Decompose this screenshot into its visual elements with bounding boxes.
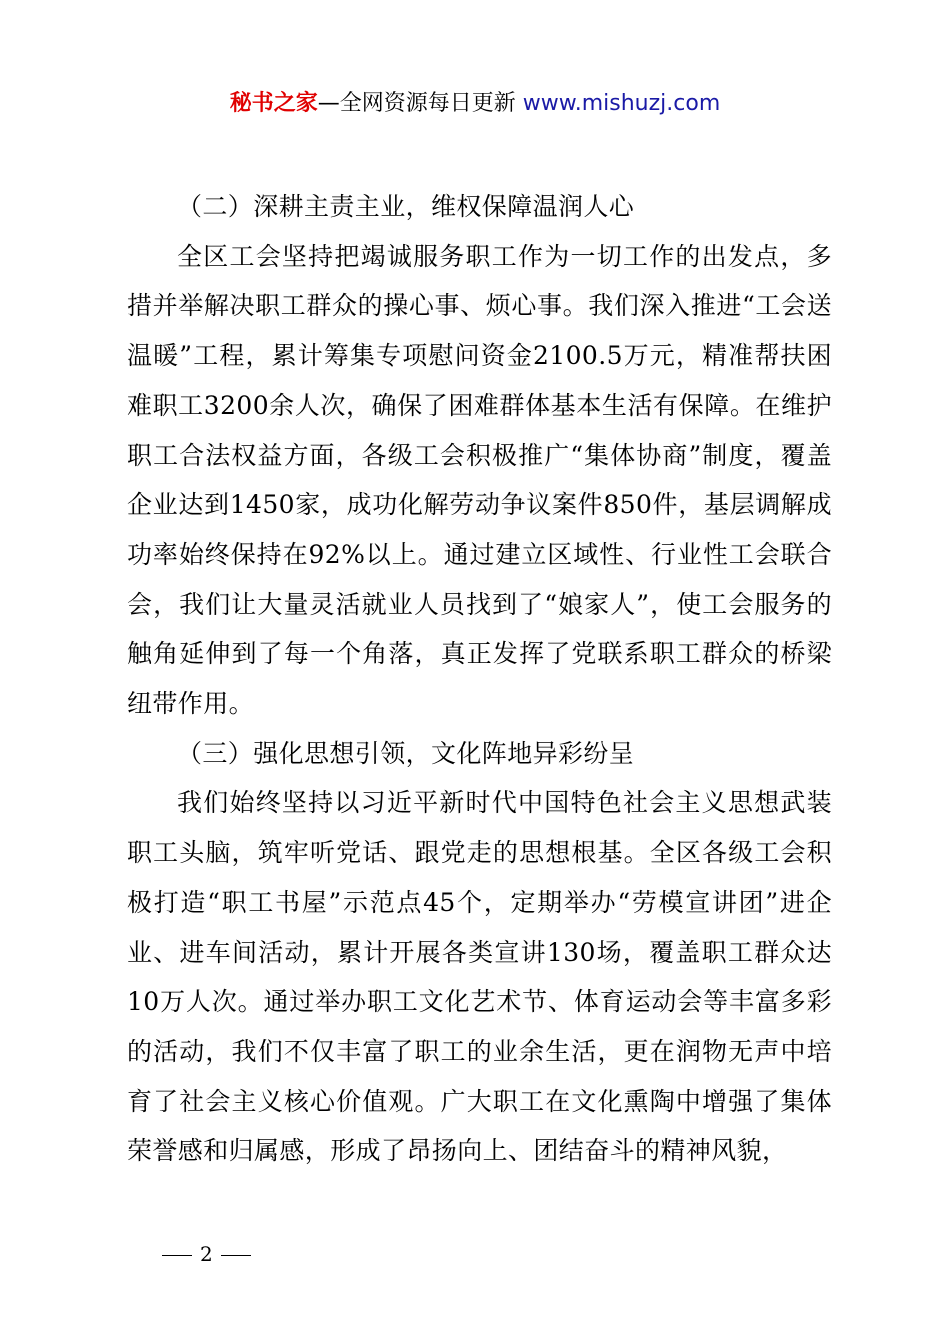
site-header — [0, 88, 950, 120]
footer-dash-right — [221, 1255, 251, 1256]
section-heading-2: （二）深耕主责主业，维权保障温润人心 — [177, 192, 635, 221]
page-footer — [162, 1240, 251, 1268]
section-paragraph-2: 全区工会坚持把竭诚服务职工作为一切工作的出发点，多措并举解决职工群众的操心事、烦心事。我们深入推进“工会送温暖”工程，累计筹集专项慰问资金2100.5万元，精准帮扶困难职工3200余人次，确保了困难群体基本生活有保障。在维护职工合法权益方面，各级工会积极推广“集体协商”制度，覆盖企业达到1450家，成功化解劳动争议案件850件，基层调解成功率始终保持在92%以上。通过建立区域性、行业性工会联合会，我们让大量灵活就业人员找到了“娘家人”，使工会服务的触角延伸到了每一个角落，真正发挥了党联系职工群众的桥梁纽带作用。 — [127, 241, 832, 719]
page-number: 2 — [200, 1242, 213, 1266]
section-heading-3: （三）强化思想引领，文化阵地异彩纷呈 — [177, 738, 635, 768]
site-url[interactable]: www.mishuzj.com — [515, 91, 721, 116]
brand-name: 秘书之家 — [229, 91, 318, 116]
header-tagline: —全网资源每日更新 — [317, 91, 516, 116]
document-body — [127, 182, 832, 1176]
footer-dash-left — [162, 1255, 192, 1256]
section-paragraph-3: 我们始终坚持以习近平新时代中国特色社会主义思想武装职工头脑，筑牢听党话、跟党走的思想根基。全区各级工会积极打造“职工书屋”示范点45个，定期举办“劳模宣讲团”进企业、进车间活动，累计开展各类宣讲130场，覆盖职工群众达10万人次。通过举办职工文化艺术节、体育运动会等丰富多彩的活动，我们不仅丰富了职工的业余生活，更在润物无声中培育了社会主义核心价值观。广大职工在文化熏陶中增强了集体荣誉感和归属感，形成了昂扬向上、团结奋斗的精神风貌， — [127, 788, 832, 1166]
